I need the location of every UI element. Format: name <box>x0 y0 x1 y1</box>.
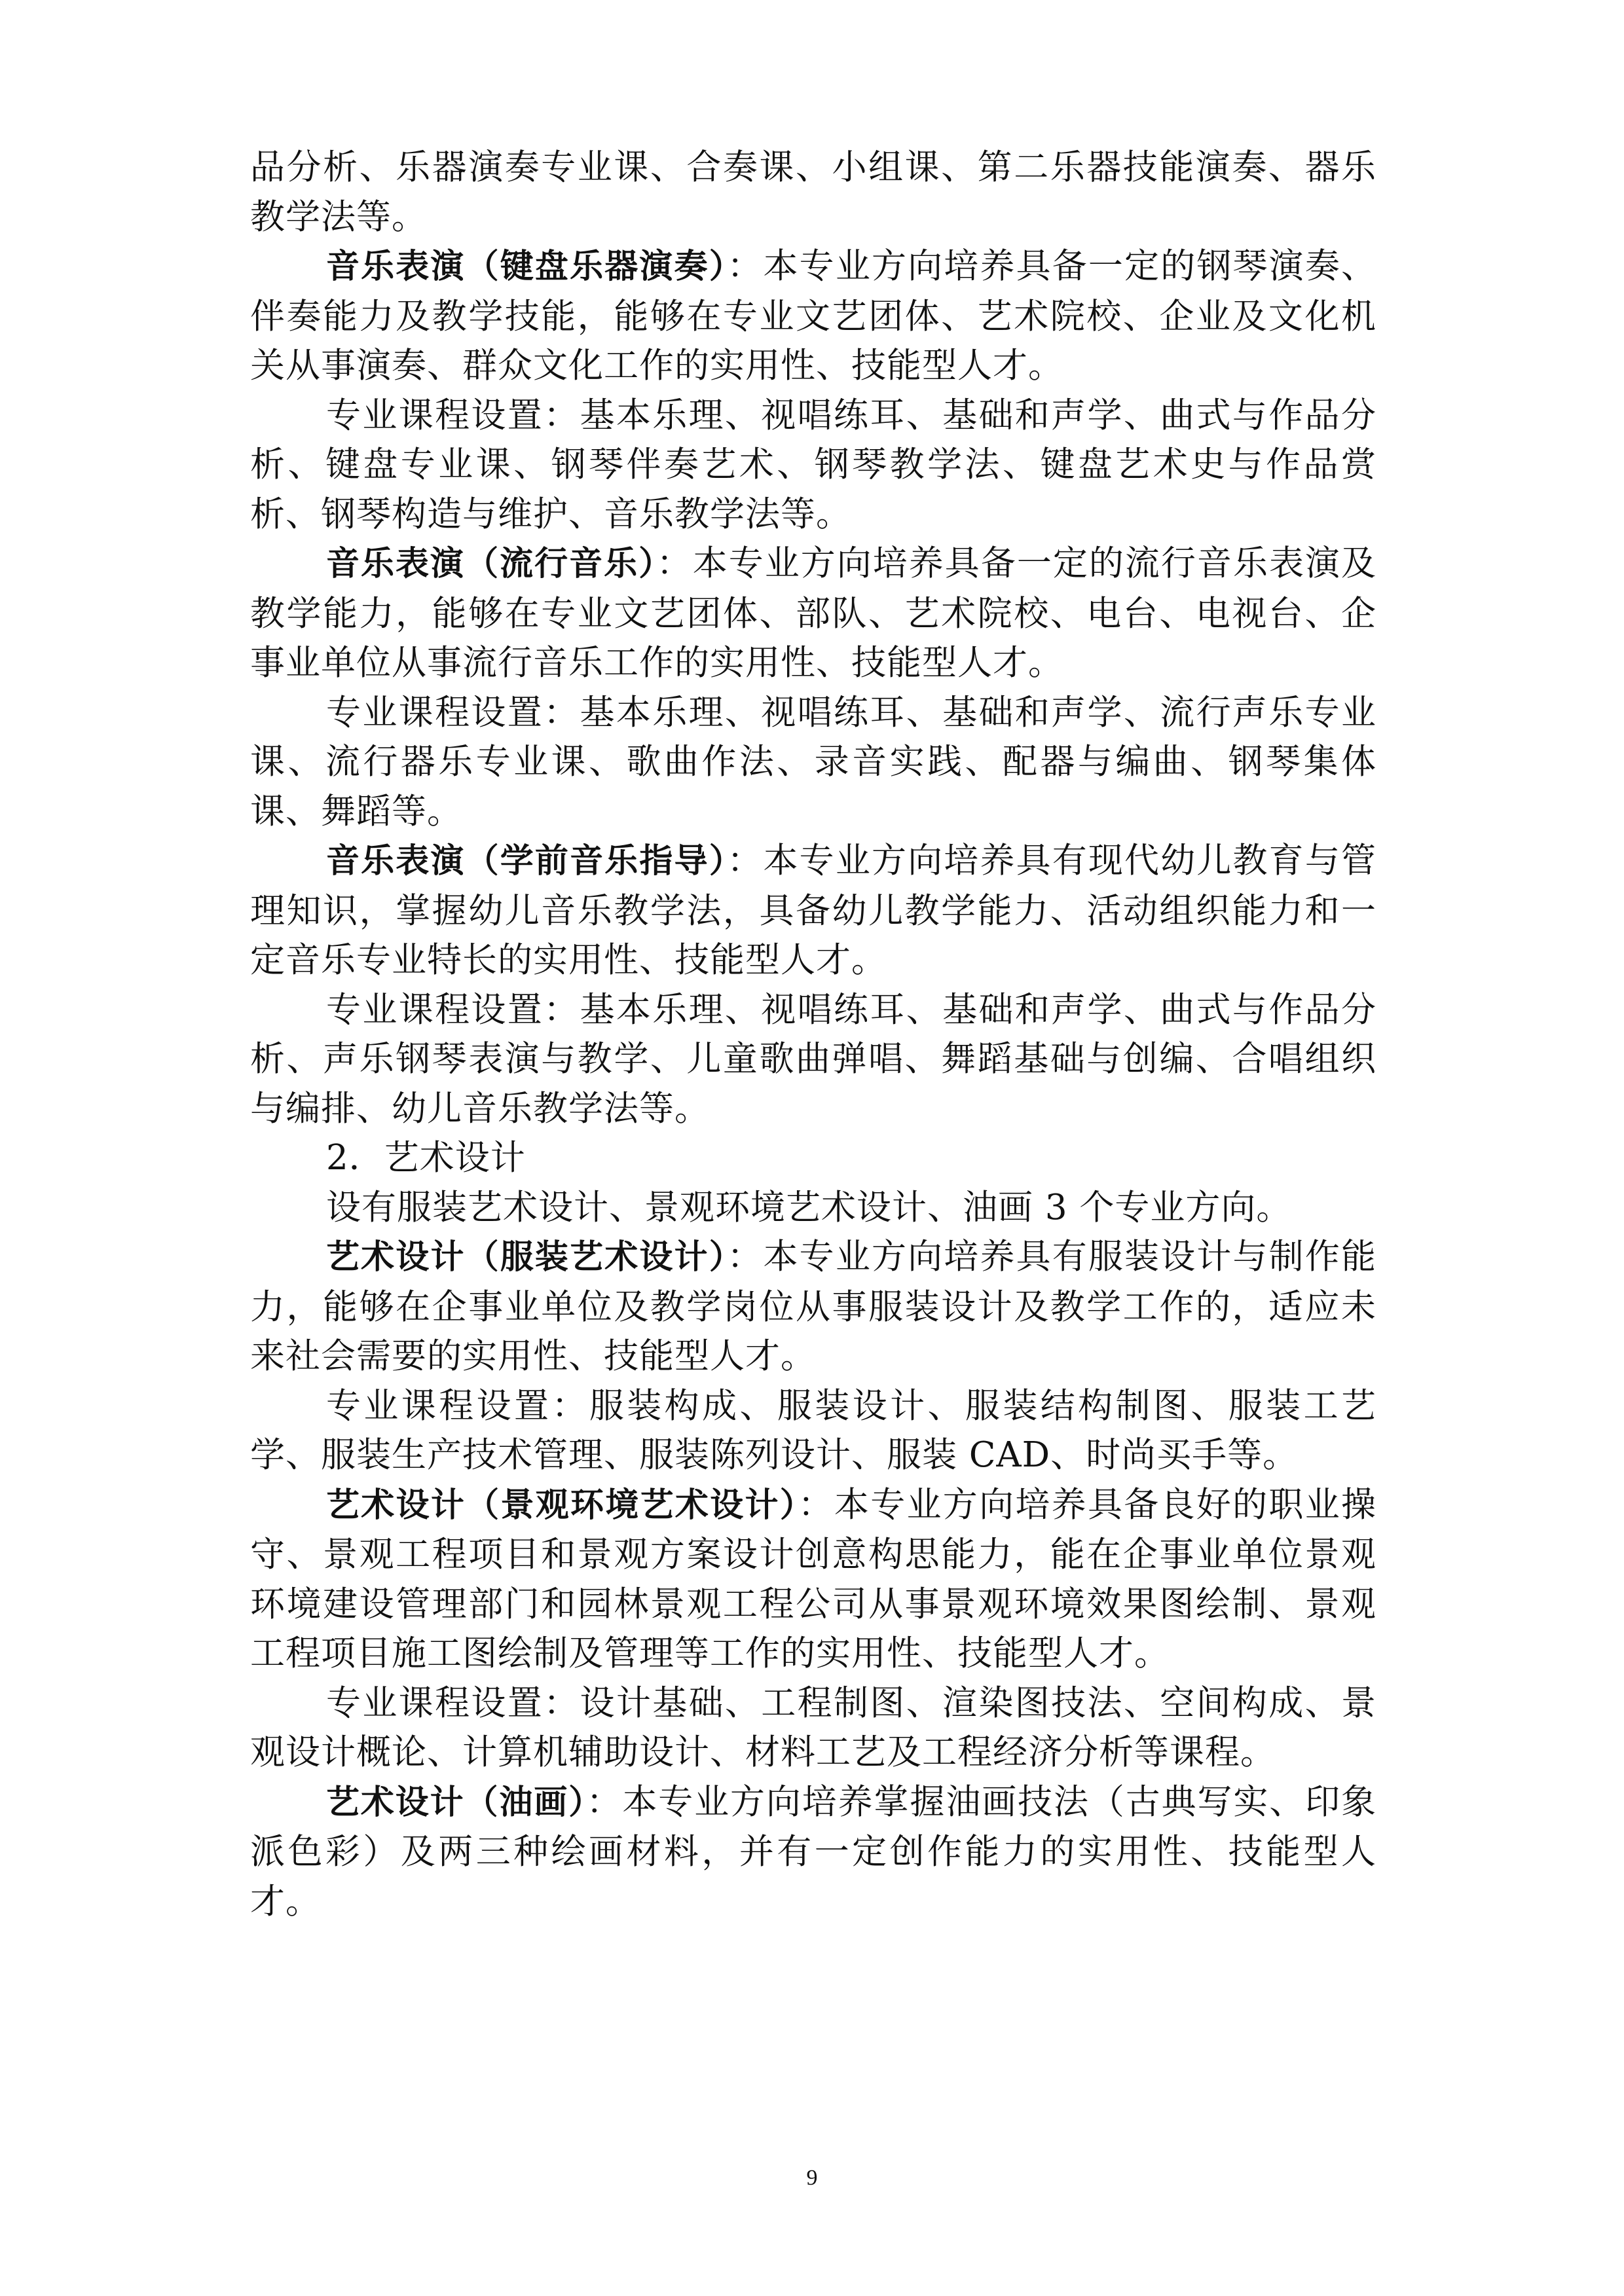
paragraph-keyboard-performance <box>250 242 1376 391</box>
paragraph-landscape-design <box>250 1480 1376 1679</box>
paragraph-text: 专业课程设置：服装构成、服装设计、服装结构制图、服装工艺学、服装生产技术管理、服装陈列设计、服装 CAD、时尚买手等。 <box>250 1385 1376 1475</box>
paragraph-fashion-design <box>250 1232 1376 1381</box>
paragraph-pop-music-courses <box>250 688 1376 837</box>
paragraph-text: 品分析、乐器演奏专业课、合奏课、小组课、第二乐器技能演奏、器乐教学法等。 <box>250 147 1376 237</box>
page-number: 9 <box>806 2166 818 2190</box>
paragraph-heading: 音乐表演（学前音乐指导） <box>326 842 728 881</box>
paragraph-text: 设有服装艺术设计、景观环境艺术设计、油画 3 个专业方向。 <box>326 1187 1292 1228</box>
paragraph-oil-painting <box>250 1777 1376 1927</box>
paragraph-heading: 艺术设计（服装艺术设计） <box>326 1238 728 1277</box>
paragraph-text: ：本专业方向培养具有现代幼儿教育与管理知识，掌握幼儿音乐教学法，具备幼儿教学能力、活动组织能力和一定音乐专业特长的实用性、技能型人才。 <box>250 841 1376 980</box>
paragraph-heading: 艺术设计（油画） <box>326 1783 587 1822</box>
paragraph-text: ：本专业方向培养具有服装设计与制作能力，能够在企事业单位及教学岗位从事服装设计及教学工作的，适应未来社会需要的实用性、技能型人才。 <box>250 1237 1376 1376</box>
paragraph-art-design-overview <box>250 1183 1376 1233</box>
paragraph-text: ：本专业方向培养具备一定的流行音乐表演及教学能力，能够在专业文艺团体、部队、艺术院校、电台、电视台、企事业单位从事流行音乐工作的实用性、技能型人才。 <box>250 543 1376 683</box>
paragraph-text: 专业课程设置：基本乐理、视唱练耳、基础和声学、曲式与作品分析、声乐钢琴表演与教学、儿童歌曲弹唱、舞蹈基础与创编、合唱组织与编排、幼儿音乐教学法等。 <box>250 989 1376 1129</box>
paragraph-text: 专业课程设置：设计基础、工程制图、渲染图技法、空间构成、景观设计概论、计算机辅助设计、材料工艺及工程经济分析等课程。 <box>250 1683 1376 1772</box>
paragraph-text: 2．艺术设计 <box>326 1138 526 1178</box>
paragraph-preschool-music <box>250 836 1376 985</box>
paragraph-heading: 音乐表演（流行音乐） <box>326 545 657 583</box>
paragraph-text: 专业课程设置：基本乐理、视唱练耳、基础和声学、曲式与作品分析、键盘专业课、钢琴伴奏艺术、钢琴教学法、键盘艺术史与作品赏析、钢琴构造与维护、音乐教学法等。 <box>250 395 1376 534</box>
paragraph-text: ：本专业方向培养具备良好的职业操守、景观工程项目和景观方案设计创意构思能力，能在企事业单位景观环境建设管理部门和园林景观工程公司从事景观环境效果图绘制、景观工程项目施工图绘制及管理等工作的实用性、技能型人才。 <box>250 1484 1376 1673</box>
body-text <box>250 143 1376 1926</box>
paragraph-heading: 音乐表演（键盘乐器演奏） <box>326 247 728 286</box>
paragraph-fashion-courses <box>250 1381 1376 1480</box>
paragraph-text: ：本专业方向培养掌握油画技法（古典写实、印象派色彩）及两三种绘画材料，并有一定创作能力的实用性、技能型人才。 <box>250 1781 1376 1922</box>
paragraph-preschool-courses <box>250 985 1376 1134</box>
paragraph-pop-music <box>250 539 1376 688</box>
paragraph-heading: 艺术设计（景观环境艺术设计） <box>326 1485 798 1525</box>
paragraph-landscape-courses <box>250 1679 1376 1777</box>
paragraph-text: 专业课程设置：基本乐理、视唱练耳、基础和声学、流行声乐专业课、流行器乐专业课、歌曲作法、录音实践、配器与编曲、钢琴集体课、舞蹈等。 <box>250 692 1376 831</box>
paragraph-continuation <box>250 143 1376 242</box>
paragraph-keyboard-courses <box>250 391 1376 539</box>
section-heading-art-design <box>250 1133 1376 1183</box>
paragraph-text: ：本专业方向培养具备一定的钢琴演奏、伴奏能力及教学技能，能够在专业文艺团体、艺术院校、企业及文化机关从事演奏、群众文化工作的实用性、技能型人才。 <box>250 246 1376 386</box>
